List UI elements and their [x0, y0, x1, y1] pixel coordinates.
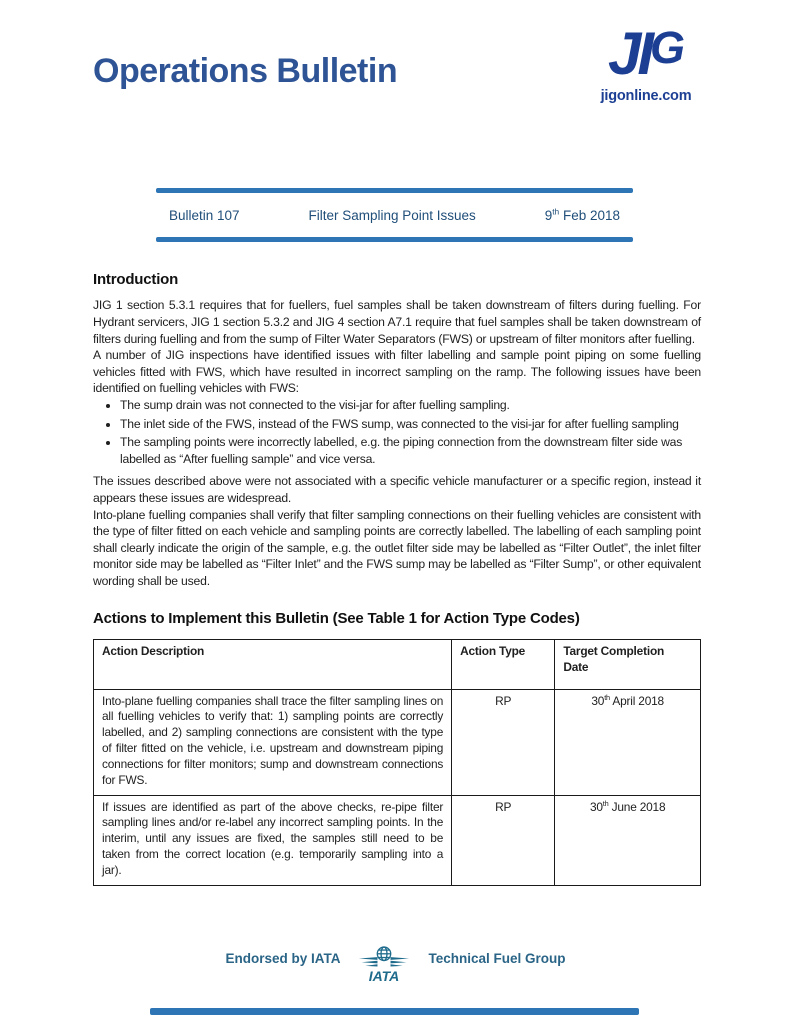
jig-logo	[592, 20, 700, 104]
table-row	[94, 795, 701, 885]
column-header-action-type: Action Type	[452, 639, 555, 689]
action-type-cell: RP	[452, 689, 555, 795]
table-header-row	[94, 639, 701, 689]
bullet-item: • The sump drain was not connected to the visi-jar for after fuelling sampling.	[120, 397, 701, 414]
intro-paragraph-3: The issues described above were not associated with a specific vehicle manufacturer or a specific region, instead it appears these issues are widespread.	[93, 474, 701, 505]
issues-bullet-list	[93, 397, 701, 467]
column-header-target-completion-date: Target Completion Date	[555, 639, 701, 689]
date-ordinal: th	[604, 692, 610, 702]
intro-paragraph-4: Into-plane fuelling companies shall verify that filter sampling connections on their fuelling vehicles are consistent with the type of filter fitted on each vehicle and sampling points are correctly labelled. The labelling of each sampling point shall clearly indicate the origin of the sample, e.g. the outlet filter side may be labelled as “Filter Outlet”, the inlet filter monitor side may be labelled as “Filter Inlet” and the FWS sump may be labelled as “Filter Sump”, or other equivalent wording shall be used.	[93, 507, 701, 588]
actions-heading: Actions to Implement this Bulletin (See Table 1 for Action Type Codes)	[93, 610, 580, 628]
intro-paragraph-2: A number of JIG inspections have identified issues with filter labelling and sample point piping on some fuelling vehicles fitted with FWS, which have resulted in incorrect sampling on the ramp. The following issues have been identified on fuelling vehicles with FWS:	[93, 348, 701, 396]
table-row	[94, 689, 701, 795]
iata-logo-text: IATA	[369, 967, 400, 984]
endorsed-by-iata-label: Endorsed by IATA	[225, 951, 341, 966]
bulletin-info-bar	[156, 188, 633, 242]
action-type-cell: RP	[452, 795, 555, 885]
date-ordinal: th	[602, 798, 609, 808]
target-date-cell: 30th April 2018	[555, 689, 701, 795]
iata-logo-icon	[356, 944, 412, 986]
bulletin-subject: Filter Sampling Point Issues	[308, 208, 476, 223]
jig-logo-letter-g: G	[650, 22, 685, 73]
footer	[0, 944, 791, 986]
intro-paragraph-1: JIG 1 section 5.3.1 requires that for fuellers, fuel samples shall be taken downstream of filters during fuelling. For Hydrant servicers, JIG 1 section 5.3.2 and JIG 4 section A7.1 require that fuel samples shall be taken downstream of filters during fuelling and from the sump of Filter Water Separators (FWS) or upstream of filter monitors after fuelling.	[93, 298, 701, 346]
jig-logo-domain: jigonline.com	[600, 88, 692, 104]
technical-fuel-group-label: Technical Fuel Group	[428, 951, 566, 966]
action-description-cell: Into-plane fuelling companies shall trace the filter sampling lines on all fuelling vehicles to verify that: 1) sampling points are correctly labelled, and 2) sampling connections are consistent with the type of filter fitted on the vehicle, i.e. upstream and downstream piping connections for filter monitors; sump and downstream connections for FWS.	[94, 689, 452, 795]
column-header-action-description: Action Description	[94, 639, 452, 689]
date-ordinal: th	[552, 206, 560, 217]
bulletin-date: 9th Feb 2018	[544, 206, 620, 223]
page-title: Operations Bulletin	[93, 52, 398, 90]
bullet-item: • The inlet side of the FWS, instead of the FWS sump, was connected to the visi-jar for after fuelling sampling	[120, 416, 701, 433]
jig-logo-letters-ji: JI	[607, 20, 651, 87]
action-description-cell: If issues are identified as part of the above checks, re-pipe filter sampling lines and/or re-label any incorrect sampling points. In the interim, until any issues are fixed, the samples still need to be taken from the correct location (e.g. temporarily sampling into a jar).	[94, 795, 452, 885]
bulletin-bar-bottom-rule	[156, 237, 633, 242]
target-date-cell: 30th June 2018	[555, 795, 701, 885]
bottom-accent-bar	[150, 1008, 639, 1015]
document-body	[93, 270, 701, 886]
introduction-heading: Introduction	[93, 271, 179, 288]
bulletin-bar-row	[156, 193, 633, 237]
bullet-item: • The sampling points were incorrectly labelled, e.g. the piping connection from the downstream filter side was labelled as “After fuelling sample” and vice versa.	[120, 434, 701, 467]
bulletin-number: Bulletin 107	[169, 208, 240, 223]
actions-table	[93, 639, 701, 886]
jig-logo-mark	[592, 20, 700, 87]
